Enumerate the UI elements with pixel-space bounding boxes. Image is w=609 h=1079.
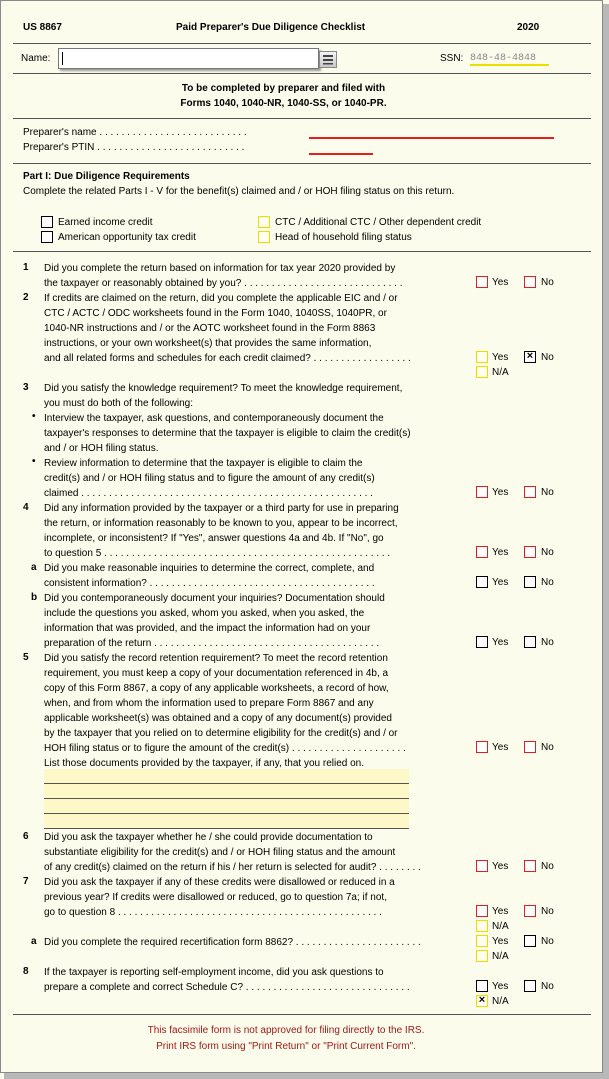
q8-number: 8 — [23, 966, 29, 977]
documents-line-1[interactable] — [44, 769, 409, 784]
ctc-label: CTC / Additional CTC / Other dependent credit — [275, 217, 482, 228]
q4a-yes-label: Yes — [492, 577, 509, 588]
q8-no-label: No — [541, 981, 554, 992]
form-id: US 8867 — [23, 22, 62, 33]
q3-yes-checkbox[interactable] — [476, 486, 488, 498]
q4a-no-label: No — [541, 577, 554, 588]
q7-no-checkbox[interactable] — [524, 905, 536, 917]
q4-no-label: No — [541, 547, 554, 558]
q4a-number: a — [31, 562, 37, 573]
q1-number: 1 — [23, 262, 29, 273]
q7-yes-label: Yes — [492, 906, 509, 917]
name-lookup-button[interactable] — [319, 51, 337, 68]
q6-text: Did you ask the taxpayer whether he / she could provide documentation to substantiate eligibility for the credit(s) and / or HOH filing status and the amount of any credit(s) claimed on the return if his / her return is selected for audit? . . . . . . . . — [44, 832, 421, 873]
q4b-number: b — [31, 592, 38, 603]
ssn-label: SSN: — [440, 53, 464, 64]
q4b-text: Did you contemporaneously document your inquiries? Documentation should include the questions you asked, whom you asked, when you asked, the information that was provided, and the impact the information had on your preparation of the return . . . . . . . . . . . . . . . . . . . . . . . . . . . . . . . . . . . . . . . . . — [44, 593, 385, 649]
q4-yes-label: Yes — [492, 547, 509, 558]
q7-na-checkbox[interactable] — [476, 920, 488, 932]
q8-text: If the taxpayer is reporting self-employment income, did you ask questions to prepare a complete and correct Schedule C? . . . . . . . . . . . . . . . . . . . . . . . . . . . . . . — [44, 967, 410, 993]
divider — [13, 118, 591, 119]
footer-line-2: Print IRS form using "Print Return" or "Print Current Form". — [156, 1041, 416, 1052]
ssn-field[interactable]: 848-48-4848 — [470, 51, 549, 66]
q7a-number: a — [31, 936, 37, 947]
form-year: 2020 — [517, 22, 540, 33]
q2-text: If credits are claimed on the return, did you complete the applicable EIC and / or CTC / ACTC / ODC worksheets found in the Form 1040, 1040SS, 1040PR, or 1040-NR instructions and / or the AOTC worksheet found in the Form 8863 instructions, or your own worksheet(s) that provides the same information, and all related forms and schedules for each credit claimed? . . . . . . . . . . . . . . . . . . — [44, 293, 411, 364]
q4-number: 4 — [23, 502, 29, 513]
eic-checkbox[interactable] — [41, 216, 53, 228]
hoh-label: Head of household filing status — [275, 232, 412, 243]
q8-yes-label: Yes — [492, 981, 509, 992]
divider — [13, 251, 591, 252]
q2-no-checkbox[interactable]: × — [524, 351, 536, 363]
q4b-yes-label: Yes — [492, 637, 509, 648]
q7a-na-checkbox[interactable] — [476, 950, 488, 962]
q1-yes-checkbox[interactable] — [476, 276, 488, 288]
q4b-yes-checkbox[interactable] — [476, 636, 488, 648]
documents-line-4[interactable] — [44, 814, 409, 829]
q7a-no-label: No — [541, 936, 554, 947]
q8-na-checkbox[interactable]: × — [476, 995, 488, 1007]
aotc-checkbox[interactable] — [41, 231, 53, 243]
q4a-no-checkbox[interactable] — [524, 576, 536, 588]
q7-number: 7 — [23, 876, 29, 887]
q8-na-label: N/A — [492, 996, 509, 1007]
q4a-text: Did you make reasonable inquiries to determine the correct, complete, and consistent information? . . . . . . . . . . . . . . . . . . . . . . . . . . . . . . . . . . . . . . . . . — [44, 563, 375, 589]
aotc-label: American opportunity tax credit — [58, 232, 196, 243]
eic-label: Earned income credit — [58, 217, 153, 228]
ctc-checkbox[interactable] — [258, 216, 270, 228]
q7a-yes-checkbox[interactable] — [476, 935, 488, 947]
instruction-line-1: To be completed by preparer and filed with — [181, 83, 386, 94]
preparer-name-field[interactable] — [309, 137, 554, 139]
q4-yes-checkbox[interactable] — [476, 546, 488, 558]
q8-no-checkbox[interactable] — [524, 980, 536, 992]
q7-no-label: No — [541, 906, 554, 917]
q5-yes-label: Yes — [492, 742, 509, 753]
q3-text: Did you satisfy the knowledge requirement? To meet the knowledge requirement, you must do both of the following: Interview the taxpayer, ask questions, and contemporaneously document the taxpayer's responses to determine that the taxpayer is eligible to claim the credit(s) and / or HOH filing status. Review information to determine that the taxpayer is eligible to claim the credit(s) and / or HOH filing status and to figure the amount of any credit(s) claimed . . . . . . . . . . . . . . . . . . . . . . . . . . . . . . . . . . . . . . . . . . . . . . . . . . . . . — [44, 383, 411, 499]
q2-yes-checkbox[interactable] — [476, 351, 488, 363]
q2-yes-label: Yes — [492, 352, 509, 363]
form-title: Paid Preparer's Due Diligence Checklist — [176, 22, 366, 33]
q7-yes-checkbox[interactable] — [476, 905, 488, 917]
q2-number: 2 — [23, 292, 29, 303]
list-icon — [320, 52, 336, 67]
q5-text: Did you satisfy the record retention requirement? To meet the record retention requirement, you must keep a copy of your documentation referenced in 4b, a copy of this Form 8867, a copy of any applicable worksheets, a record of how, when, and from whom the information used to prepare Form 8867 and any applicable worksheet(s) was obtained and a copy of any document(s) provided by the taxpayer that you relied on to determine eligibility for the credit(s) and / or HOH filing status or to figure the amount of the credit(s) . . . . . . . . . . . . . . . . . . . . . List those documents provided by the taxpayer, if any, that you relied on. — [44, 653, 406, 769]
name-input[interactable] — [58, 48, 319, 69]
documents-line-3[interactable] — [44, 799, 409, 814]
q5-yes-checkbox[interactable] — [476, 741, 488, 753]
q3-no-label: No — [541, 487, 554, 498]
q4-text: Did any information provided by the taxpayer or a third party for use in preparing the return, or information reasonably to be known to you, appear to be incorrect, incomplete, or inconsistent? If "Yes", answer questions 4a and 4b. If "No", go to question 5 . . . . . . . . . . . . . . . . . . . . . . . . . . . . . . . . . . . . . . . . . . . . . . . . . . . . — [44, 503, 399, 559]
part1-title: Part I: Due Diligence Requirements — [23, 171, 190, 182]
q2-na-checkbox[interactable] — [476, 366, 488, 378]
q4a-yes-checkbox[interactable] — [476, 576, 488, 588]
preparer-name-label: Preparer's name . . . . . . . . . . . . . . . . . . . . . . . . . . . — [23, 127, 247, 138]
q3-number: 3 — [23, 382, 29, 393]
q7-na-label: N/A — [492, 921, 509, 932]
q6-yes-checkbox[interactable] — [476, 860, 488, 872]
q1-yes-label: Yes — [492, 277, 509, 288]
q8-yes-checkbox[interactable] — [476, 980, 488, 992]
q6-no-label: No — [541, 861, 554, 872]
q3-no-checkbox[interactable] — [524, 486, 536, 498]
q7a-yes-label: Yes — [492, 936, 509, 947]
q7a-no-checkbox[interactable] — [524, 935, 536, 947]
divider — [13, 163, 591, 164]
hoh-checkbox[interactable] — [258, 231, 270, 243]
divider — [13, 43, 591, 44]
q5-no-label: No — [541, 742, 554, 753]
q1-no-checkbox[interactable] — [524, 276, 536, 288]
q4b-no-label: No — [541, 637, 554, 648]
bullet-icon: • — [32, 411, 36, 422]
q1-no-label: No — [541, 277, 554, 288]
q3-yes-label: Yes — [492, 487, 509, 498]
q2-na-label: N/A — [492, 367, 509, 378]
name-label: Name: — [21, 53, 51, 64]
q6-no-checkbox[interactable] — [524, 860, 536, 872]
preparer-ptin-field[interactable] — [309, 153, 373, 155]
q1-text: Did you complete the return based on information for tax year 2020 provided by the taxpayer or reasonably obtained by you? . . . . . . . . . . . . . . . . . . . . . . . . . . . . . — [44, 263, 403, 289]
q6-yes-label: Yes — [492, 861, 509, 872]
documents-line-2[interactable] — [44, 784, 409, 799]
q4b-no-checkbox[interactable] — [524, 636, 536, 648]
q7a-na-label: N/A — [492, 951, 509, 962]
part1-subtitle: Complete the related Parts I - V for the benefit(s) claimed and / or HOH filing status on this return. — [23, 186, 455, 197]
q2-no-label: No — [541, 352, 554, 363]
q5-number: 5 — [23, 652, 29, 663]
q6-number: 6 — [23, 831, 29, 842]
footer-line-1: This facsimile form is not approved for filing directly to the IRS. — [147, 1025, 425, 1036]
divider — [13, 73, 591, 74]
q7a-text: Did you complete the required recertification form 8862? . . . . . . . . . . . . . . . . . . . . . . . — [44, 937, 421, 948]
divider — [13, 1014, 591, 1015]
instruction-line-2: Forms 1040, 1040-NR, 1040-SS, or 1040-PR. — [180, 98, 387, 109]
q4-no-checkbox[interactable] — [524, 546, 536, 558]
preparer-ptin-label: Preparer's PTIN . . . . . . . . . . . . . . . . . . . . . . . . . . . — [23, 142, 245, 153]
q5-no-checkbox[interactable] — [524, 741, 536, 753]
bullet-icon: • — [32, 456, 36, 467]
q7-text: Did you ask the taxpayer if any of these credits were disallowed or reduced in a previous year? If credits were disallowed or reduced, go to question 7a; if not, go to question 8 . . . . . . . . . . . . . . . . . . . . . . . . . . . . . . . . . . . . . . . . . . . . . . . . — [44, 877, 395, 918]
